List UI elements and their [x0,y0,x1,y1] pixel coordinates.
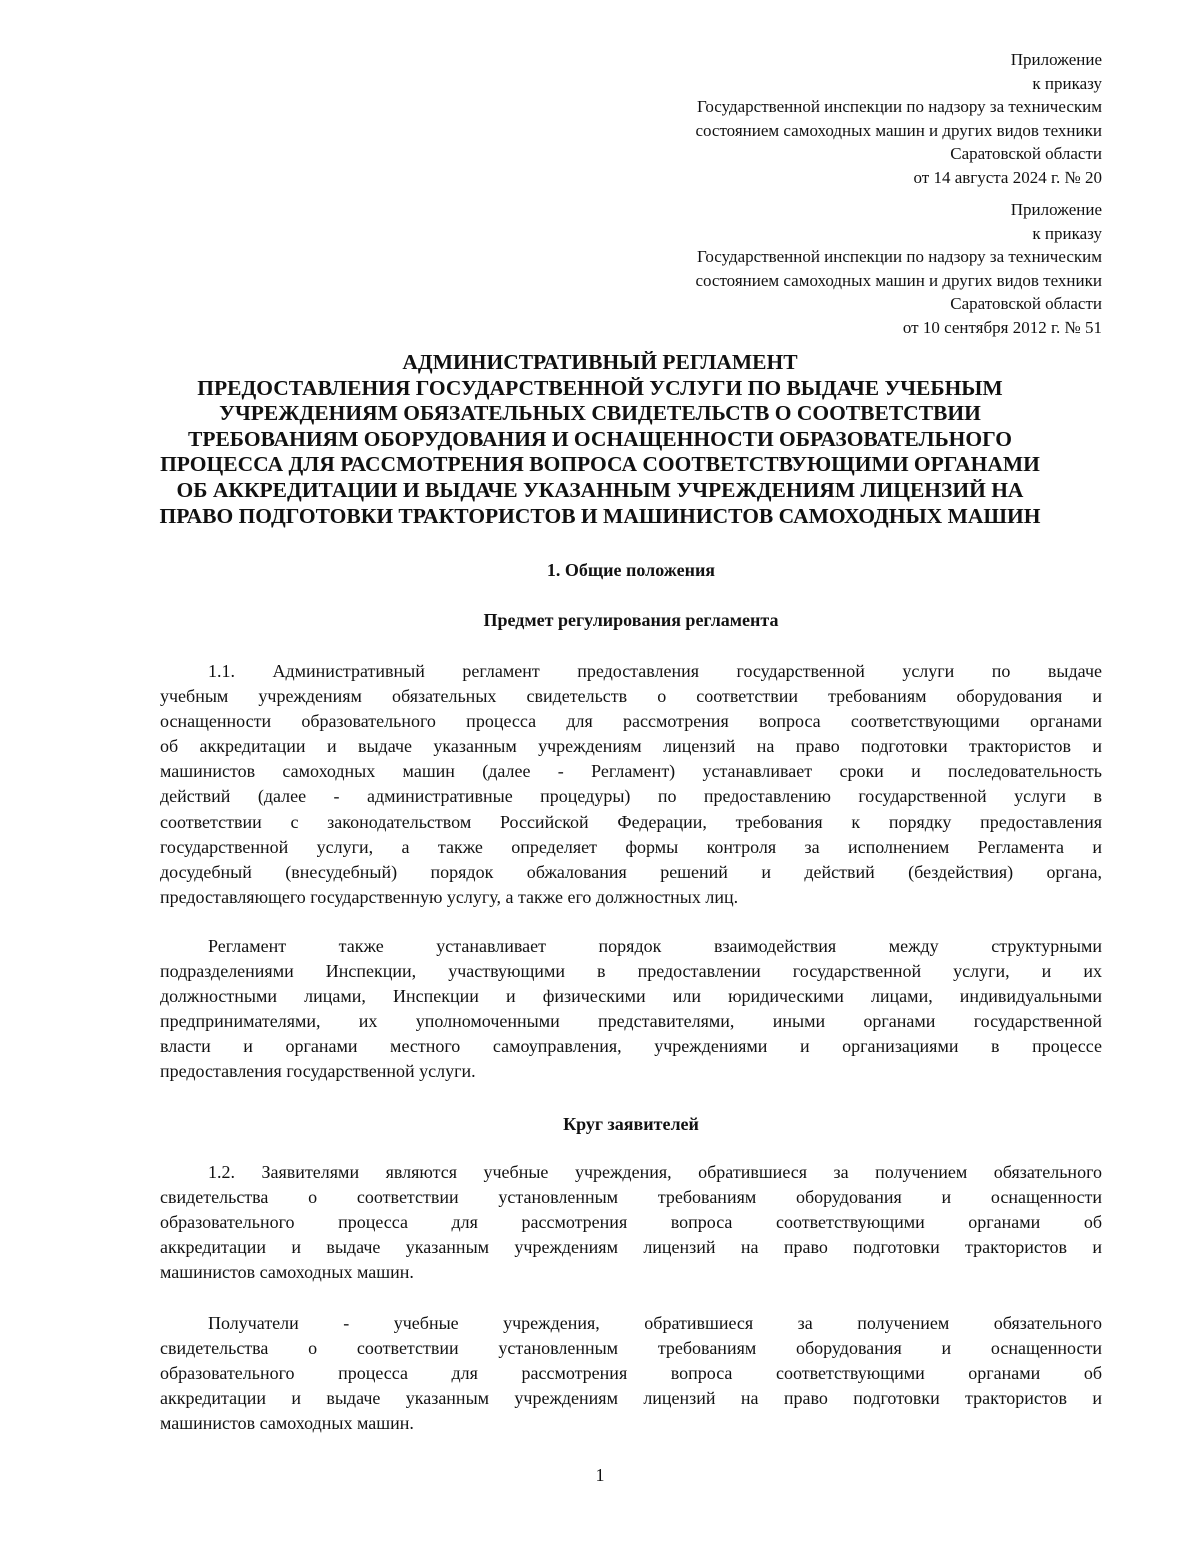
paragraph-line: аккредитации и выдаче указанным учреждениям лицензий на право подготовки трактористов и [160,1237,1102,1258]
paragraph-line: образовательного процесса для рассмотрения вопроса соответствующими органами об [160,1363,1102,1384]
appendix-line: к приказу [1032,223,1102,243]
appendix-line: Саратовской области [950,144,1102,163]
appendix-line: Приложение [1010,50,1102,69]
paragraph-line: свидетельства о соответствии установленным требованиям оборудования и оснащенности [160,1187,1102,1208]
paragraph-line: государственной услуги, а также определяет формы контроля за исполнением Регламента и [160,836,1102,857]
title-line: ТРЕБОВАНИЯМ ОБОРУДОВАНИЯ И ОСНАЩЕННОСТИ ОБРАЗОВАТЕЛЬНОГО [187,426,1012,451]
paragraph-line: досудебный (внесудебный) порядок обжалования решений и действий (бездействия) органа, [160,861,1102,882]
paragraph-line: соответствии с законодательством Российской Федерации, требования к порядку предоставления [160,811,1102,832]
document-title [100,350,1100,529]
paragraph-1-1 [160,659,1102,910]
appendix-line: Государственной инспекции по надзору за техническим [696,247,1102,266]
paragraph-line: власти и органами местного самоуправления, учреждениями и организациями в процессе [160,1036,1102,1057]
paragraph-line: предоставляющего государственную услугу, а также его должностных лиц. [160,886,739,907]
paragraph-regulation-interaction [160,934,1102,1085]
paragraph-line: подразделениями Инспекции, участвующими в предоставлении государственной услуги, и их [160,961,1102,982]
appendix-line: состоянием самоходных машин и других видов техники [695,120,1102,140]
appendix-line: Саратовской области [950,294,1102,313]
appendix-date-line: от 10 сентября 2012 г. № 51 [902,317,1102,337]
paragraph-1-2 [160,1160,1102,1285]
paragraph-line: действий (далее - административные процедуры) по предоставлению государственной услуги в [160,786,1102,807]
paragraph-line: Получатели - учебные учреждения, обратившиеся за получением обязательного [208,1313,1102,1333]
paragraph-line: машинистов самоходных машин (далее - Регламент) устанавливает сроки и последовательность [160,761,1102,782]
appendix-date-line: от 14 августа 2024 г. № 20 [913,167,1102,187]
paragraph-line: аккредитации и выдаче указанным учреждениям лицензий на право подготовки трактористов и [160,1388,1102,1409]
subsection-heading-subject: Предмет регулирования регламента [483,610,779,630]
title-line: УЧРЕЖДЕНИЯМ ОБЯЗАТЕЛЬНЫХ СВИДЕТЕЛЬСТВ О СООТВЕТСТВИИ [219,401,981,426]
title-line: ОБ АККРЕДИТАЦИИ И ВЫДАЧЕ УКАЗАННЫМ УЧРЕЖДЕНИЯМ ЛИЦЕНЗИЙ НА [176,477,1024,502]
title-line: ПРОЦЕССА ДЛЯ РАССМОТРЕНИЯ ВОПРОСА СООТВЕТСТВУЮЩИМИ ОРГАНАМИ [160,452,1040,477]
appendix-original-order [582,198,1102,339]
appendix-line: к приказу [1032,73,1102,93]
paragraph-line: 1.1. Административный регламент предоставления государственной услуги по выдаче [208,661,1102,681]
appendix-line: Приложение [1010,200,1102,219]
paragraph-line: учебным учреждениям обязательных свидетельств о соответствии требованиям оборудования и [160,686,1102,707]
appendix-line: Государственной инспекции по надзору за техническим [696,97,1102,116]
paragraph-line: оснащенности образовательного процесса для рассмотрения вопроса соответствующими органами [160,711,1102,732]
paragraph-line: Регламент также устанавливает порядок взаимодействия между структурными [208,936,1102,956]
paragraph-line: свидетельства о соответствии установленным требованиям оборудования и оснащенности [160,1338,1102,1359]
paragraph-line: машинистов самоходных машин. [160,1413,414,1434]
paragraph-recipients [160,1311,1102,1436]
subsection-heading-applicants: Круг заявителей [563,1114,699,1134]
paragraph-line: об аккредитации и выдаче указанным учреждениям лицензий на право подготовки трактористов и [160,736,1102,757]
section-heading: 1. Общие положения [546,560,716,580]
appendix-line: состоянием самоходных машин и других видов техники [695,270,1102,290]
title-line: ПРАВО ПОДГОТОВКИ ТРАКТОРИСТОВ И МАШИНИСТОВ САМОХОДНЫХ МАШИН [159,503,1041,528]
title-line: ПРЕДОСТАВЛЕНИЯ ГОСУДАРСТВЕННОЙ УСЛУГИ ПО ВЫДАЧЕ УЧЕБНЫМ [197,375,1003,400]
paragraph-line: 1.2. Заявителями являются учебные учреждения, обратившиеся за получением обязательного [208,1162,1102,1182]
paragraph-line: предоставления государственной услуги. [160,1061,476,1082]
page-number: 1 [595,1465,605,1485]
paragraph-line: образовательного процесса для рассмотрения вопроса соответствующими органами об [160,1212,1102,1233]
title-line: АДМИНИСТРАТИВНЫЙ РЕГЛАМЕНТ [402,350,798,374]
paragraph-line: машинистов самоходных машин. [160,1262,414,1283]
paragraph-line: предпринимателями, их уполномоченными представителями, иными органами государственной [160,1011,1102,1032]
appendix-current-order [582,48,1102,189]
paragraph-line: должностными лицами, Инспекции и физическими или юридическими лицами, индивидуальными [160,986,1102,1007]
